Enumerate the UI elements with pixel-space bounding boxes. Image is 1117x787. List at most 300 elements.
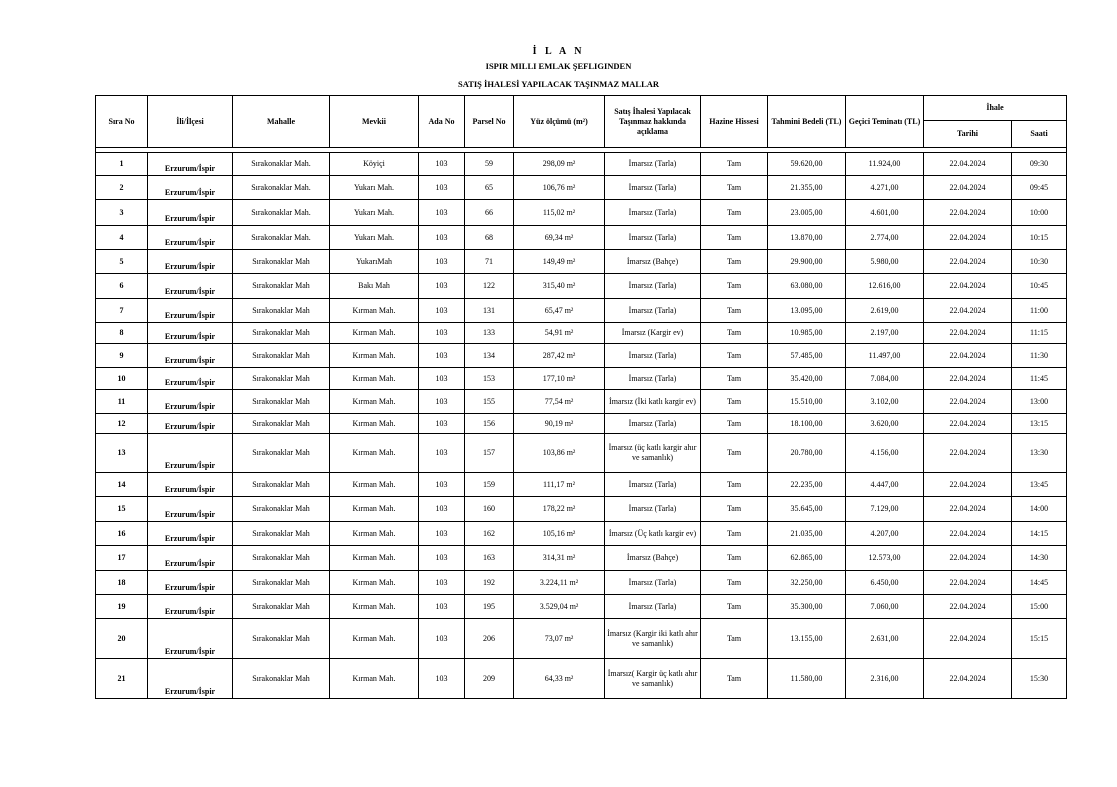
tahmini-cell: 20.780,00 <box>768 434 846 473</box>
table-row <box>96 153 1067 176</box>
sira-cell: 9 <box>96 344 148 368</box>
hazine-cell: Tam <box>701 473 768 497</box>
sira-cell: 20 <box>96 619 148 659</box>
gecici-cell: 5.980,00 <box>846 250 924 274</box>
table-row <box>96 659 1067 699</box>
mevkii-cell: Yukarı Mah. <box>330 200 419 226</box>
tahmini-cell: 62.865,00 <box>768 546 846 571</box>
il-cell: Erzurum/İspir <box>148 344 233 368</box>
gecici-cell: 12.573,00 <box>846 546 924 571</box>
mahalle-cell: Sırakonaklar Mah <box>233 571 330 595</box>
aciklama-cell: İmarsız (Tarla) <box>605 414 701 434</box>
aciklama-cell: İmarsız (Üç katlı kargir ev) <box>605 522 701 546</box>
parsel-cell: 192 <box>465 571 514 595</box>
tarih-cell: 22.04.2024 <box>924 368 1012 390</box>
table-row <box>96 546 1067 571</box>
sira-cell: 14 <box>96 473 148 497</box>
property-table <box>95 95 1067 699</box>
parsel-cell: 134 <box>465 344 514 368</box>
parsel-cell: 156 <box>465 414 514 434</box>
mevkii-cell: Kırman Mah. <box>330 571 419 595</box>
mahalle-cell: Sırakonaklar Mah <box>233 250 330 274</box>
mevkii-cell: Yukarı Mah. <box>330 176 419 200</box>
hazine-cell: Tam <box>701 390 768 414</box>
aciklama-cell: İmarsız (Tarla) <box>605 176 701 200</box>
il-cell: Erzurum/İspir <box>148 522 233 546</box>
aciklama-cell: İmarsız (Tarla) <box>605 274 701 299</box>
tarih-cell: 22.04.2024 <box>924 250 1012 274</box>
saat-cell: 09:45 <box>1012 176 1067 200</box>
saat-cell: 11:00 <box>1012 299 1067 323</box>
mahalle-cell: Sırakonaklar Mah <box>233 414 330 434</box>
yuzolcumu-cell: 103,86 m² <box>514 434 605 473</box>
parsel-cell: 65 <box>465 176 514 200</box>
header-saati: Saati <box>1012 121 1067 148</box>
sira-cell: 8 <box>96 323 148 344</box>
il-cell: Erzurum/İspir <box>148 274 233 299</box>
hazine-cell: Tam <box>701 176 768 200</box>
header-ada: Ada No <box>419 96 465 148</box>
hazine-cell: Tam <box>701 434 768 473</box>
header-il: İli/İlçesi <box>148 96 233 148</box>
aciklama-cell: İmarsız (Tarla) <box>605 571 701 595</box>
ada-cell: 103 <box>419 226 465 250</box>
ada-cell: 103 <box>419 200 465 226</box>
sira-cell: 10 <box>96 368 148 390</box>
hazine-cell: Tam <box>701 571 768 595</box>
sira-cell: 3 <box>96 200 148 226</box>
hazine-cell: Tam <box>701 200 768 226</box>
parsel-cell: 163 <box>465 546 514 571</box>
mahalle-cell: Sırakonaklar Mah <box>233 595 330 619</box>
yuzolcumu-cell: 115,02 m² <box>514 200 605 226</box>
header-hazine: Hazine Hissesi <box>701 96 768 148</box>
saat-cell: 14:45 <box>1012 571 1067 595</box>
hazine-cell: Tam <box>701 522 768 546</box>
mahalle-cell: Sırakonaklar Mah <box>233 473 330 497</box>
tarih-cell: 22.04.2024 <box>924 571 1012 595</box>
il-cell: Erzurum/İspir <box>148 226 233 250</box>
il-cell: Erzurum/İspir <box>148 434 233 473</box>
ada-cell: 103 <box>419 323 465 344</box>
il-cell: Erzurum/İspir <box>148 546 233 571</box>
gecici-cell: 4.447,00 <box>846 473 924 497</box>
saat-cell: 14:15 <box>1012 522 1067 546</box>
office-title: ISPIR MILLI EMLAK ŞEFLIGINDEN <box>485 61 632 71</box>
parsel-cell: 209 <box>465 659 514 699</box>
parsel-cell: 206 <box>465 619 514 659</box>
tarih-cell: 22.04.2024 <box>924 226 1012 250</box>
il-cell: Erzurum/İspir <box>148 497 233 522</box>
sira-cell: 7 <box>96 299 148 323</box>
tarih-cell: 22.04.2024 <box>924 323 1012 344</box>
gecici-cell: 4.156,00 <box>846 434 924 473</box>
gecici-cell: 7.060,00 <box>846 595 924 619</box>
hazine-cell: Tam <box>701 344 768 368</box>
ada-cell: 103 <box>419 497 465 522</box>
yuzolcumu-cell: 106,76 m² <box>514 176 605 200</box>
mevkii-cell: Kırman Mah. <box>330 390 419 414</box>
tarih-cell: 22.04.2024 <box>924 344 1012 368</box>
parsel-cell: 66 <box>465 200 514 226</box>
saat-cell: 10:00 <box>1012 200 1067 226</box>
header-gecici: Geçici Teminatı (TL) <box>846 96 924 148</box>
ada-cell: 103 <box>419 176 465 200</box>
saat-cell: 15:30 <box>1012 659 1067 699</box>
hazine-cell: Tam <box>701 299 768 323</box>
table-row <box>96 619 1067 659</box>
hazine-cell: Tam <box>701 659 768 699</box>
mevkii-cell: Kırman Mah. <box>330 595 419 619</box>
table-row <box>96 414 1067 434</box>
tahmini-cell: 63.080,00 <box>768 274 846 299</box>
mahalle-cell: Sırakonaklar Mah <box>233 497 330 522</box>
mahalle-cell: Sırakonaklar Mah. <box>233 153 330 176</box>
tarih-cell: 22.04.2024 <box>924 434 1012 473</box>
yuzolcumu-cell: 90,19 m² <box>514 414 605 434</box>
il-cell: Erzurum/İspir <box>148 200 233 226</box>
yuzolcumu-cell: 64,33 m² <box>514 659 605 699</box>
gecici-cell: 2.631,00 <box>846 619 924 659</box>
aciklama-cell: İmarsız (Tarla) <box>605 200 701 226</box>
ada-cell: 103 <box>419 250 465 274</box>
tarih-cell: 22.04.2024 <box>924 414 1012 434</box>
ada-cell: 103 <box>419 571 465 595</box>
sira-cell: 6 <box>96 274 148 299</box>
yuzolcumu-cell: 77,54 m² <box>514 390 605 414</box>
aciklama-cell: İmarsız (Tarla) <box>605 497 701 522</box>
hazine-cell: Tam <box>701 250 768 274</box>
saat-cell: 15:00 <box>1012 595 1067 619</box>
gecici-cell: 11.497,00 <box>846 344 924 368</box>
tahmini-cell: 21.355,00 <box>768 176 846 200</box>
hazine-cell: Tam <box>701 226 768 250</box>
parsel-cell: 122 <box>465 274 514 299</box>
ada-cell: 103 <box>419 299 465 323</box>
header-aciklama: Satış İhalesi Yapılacak Taşınmaz hakkında açıklama <box>605 96 701 148</box>
table-row <box>96 434 1067 473</box>
saat-cell: 13:30 <box>1012 434 1067 473</box>
tahmini-cell: 22.235,00 <box>768 473 846 497</box>
il-cell: Erzurum/İspir <box>148 473 233 497</box>
ada-cell: 103 <box>419 390 465 414</box>
saat-cell: 11:15 <box>1012 323 1067 344</box>
hazine-cell: Tam <box>701 595 768 619</box>
mevkii-cell: Kırman Mah. <box>330 546 419 571</box>
ada-cell: 103 <box>419 659 465 699</box>
table-row <box>96 250 1067 274</box>
mahalle-cell: Sırakonaklar Mah <box>233 659 330 699</box>
il-cell: Erzurum/İspir <box>148 571 233 595</box>
il-cell: Erzurum/İspir <box>148 153 233 176</box>
mevkii-cell: Kırman Mah. <box>330 497 419 522</box>
mevkii-cell: Kırman Mah. <box>330 659 419 699</box>
yuzolcumu-cell: 69,34 m² <box>514 226 605 250</box>
gecici-cell: 2.316,00 <box>846 659 924 699</box>
mahalle-cell: Sırakonaklar Mah <box>233 299 330 323</box>
parsel-cell: 131 <box>465 299 514 323</box>
saat-cell: 11:30 <box>1012 344 1067 368</box>
table-row <box>96 595 1067 619</box>
sira-cell: 2 <box>96 176 148 200</box>
hazine-cell: Tam <box>701 153 768 176</box>
sira-cell: 1 <box>96 153 148 176</box>
gecici-cell: 4.601,00 <box>846 200 924 226</box>
hazine-cell: Tam <box>701 619 768 659</box>
ada-cell: 103 <box>419 546 465 571</box>
tahmini-cell: 59.620,00 <box>768 153 846 176</box>
yuzolcumu-cell: 111,17 m² <box>514 473 605 497</box>
sira-cell: 15 <box>96 497 148 522</box>
sira-cell: 16 <box>96 522 148 546</box>
yuzolcumu-cell: 3.529,04 m² <box>514 595 605 619</box>
tahmini-cell: 57.485,00 <box>768 344 846 368</box>
mevkii-cell: Yukarı Mah. <box>330 226 419 250</box>
gecici-cell: 3.620,00 <box>846 414 924 434</box>
parsel-cell: 153 <box>465 368 514 390</box>
aciklama-cell: İmarsız (Tarla) <box>605 368 701 390</box>
il-cell: Erzurum/İspir <box>148 323 233 344</box>
gecici-cell: 3.102,00 <box>846 390 924 414</box>
tarih-cell: 22.04.2024 <box>924 390 1012 414</box>
aciklama-cell: İmarsız (Kargir ev) <box>605 323 701 344</box>
saat-cell: 11:45 <box>1012 368 1067 390</box>
il-cell: Erzurum/İspir <box>148 619 233 659</box>
table-row <box>96 473 1067 497</box>
mahalle-cell: Sırakonaklar Mah <box>233 546 330 571</box>
table-row <box>96 176 1067 200</box>
parsel-cell: 155 <box>465 390 514 414</box>
yuzolcumu-cell: 149,49 m² <box>514 250 605 274</box>
aciklama-cell: İmarsız (Kargir iki katlı ahır ve samanlık) <box>605 619 701 659</box>
yuzolcumu-cell: 298,09 m² <box>514 153 605 176</box>
mevkii-cell: Kırman Mah. <box>330 619 419 659</box>
il-cell: Erzurum/İspir <box>148 299 233 323</box>
tahmini-cell: 35.420,00 <box>768 368 846 390</box>
sira-cell: 13 <box>96 434 148 473</box>
saat-cell: 14:30 <box>1012 546 1067 571</box>
saat-cell: 14:00 <box>1012 497 1067 522</box>
ada-cell: 103 <box>419 434 465 473</box>
aciklama-cell: İmarsız (Tarla) <box>605 299 701 323</box>
gecici-cell: 4.207,00 <box>846 522 924 546</box>
sira-cell: 17 <box>96 546 148 571</box>
saat-cell: 10:30 <box>1012 250 1067 274</box>
mevkii-cell: Bakı Mah <box>330 274 419 299</box>
aciklama-cell: İmarsız (Tarla) <box>605 153 701 176</box>
yuzolcumu-cell: 105,16 m² <box>514 522 605 546</box>
mevkii-cell: Kırman Mah. <box>330 434 419 473</box>
parsel-cell: 159 <box>465 473 514 497</box>
il-cell: Erzurum/İspir <box>148 595 233 619</box>
parsel-cell: 59 <box>465 153 514 176</box>
table-row <box>96 200 1067 226</box>
mevkii-cell: Kırman Mah. <box>330 299 419 323</box>
ada-cell: 103 <box>419 414 465 434</box>
hazine-cell: Tam <box>701 414 768 434</box>
saat-cell: 10:45 <box>1012 274 1067 299</box>
mevkii-cell: Kırman Mah. <box>330 414 419 434</box>
tahmini-cell: 15.510,00 <box>768 390 846 414</box>
ada-cell: 103 <box>419 595 465 619</box>
saat-cell: 09:30 <box>1012 153 1067 176</box>
il-cell: Erzurum/İspir <box>148 368 233 390</box>
sira-cell: 19 <box>96 595 148 619</box>
aciklama-cell: İmarsız (Bahçe) <box>605 250 701 274</box>
mahalle-cell: Sırakonaklar Mah <box>233 274 330 299</box>
header-parsel: Parsel No <box>465 96 514 148</box>
header-sira: Sıra No <box>96 96 148 148</box>
parsel-cell: 195 <box>465 595 514 619</box>
il-cell: Erzurum/İspir <box>148 659 233 699</box>
hazine-cell: Tam <box>701 497 768 522</box>
aciklama-cell: İmarsız (İki katlı kargir ev) <box>605 390 701 414</box>
mevkii-cell: Köyiçi <box>330 153 419 176</box>
table-row <box>96 344 1067 368</box>
sira-cell: 12 <box>96 414 148 434</box>
tarih-cell: 22.04.2024 <box>924 473 1012 497</box>
header-ihale: İhale <box>924 96 1067 121</box>
tahmini-cell: 10.985,00 <box>768 323 846 344</box>
header-tahmini: Tahmini Bedeli (TL) <box>768 96 846 148</box>
tahmini-cell: 13.155,00 <box>768 619 846 659</box>
tarih-cell: 22.04.2024 <box>924 659 1012 699</box>
mevkii-cell: YukarıMah <box>330 250 419 274</box>
saat-cell: 15:15 <box>1012 619 1067 659</box>
gecici-cell: 2.197,00 <box>846 323 924 344</box>
aciklama-cell: İmarsız (Tarla) <box>605 344 701 368</box>
tahmini-cell: 35.645,00 <box>768 497 846 522</box>
sira-cell: 21 <box>96 659 148 699</box>
table-title: SATIŞ İHALESİ YAPILACAK TAŞINMAZ MALLAR <box>457 79 660 89</box>
sira-cell: 4 <box>96 226 148 250</box>
sira-cell: 11 <box>96 390 148 414</box>
ada-cell: 103 <box>419 368 465 390</box>
mevkii-cell: Kırman Mah. <box>330 344 419 368</box>
parsel-cell: 71 <box>465 250 514 274</box>
tarih-cell: 22.04.2024 <box>924 176 1012 200</box>
yuzolcumu-cell: 178,22 m² <box>514 497 605 522</box>
gecici-cell: 7.129,00 <box>846 497 924 522</box>
mahalle-cell: Sırakonaklar Mah. <box>233 226 330 250</box>
mahalle-cell: Sırakonaklar Mah <box>233 390 330 414</box>
yuzolcumu-cell: 315,40 m² <box>514 274 605 299</box>
ada-cell: 103 <box>419 473 465 497</box>
saat-cell: 10:15 <box>1012 226 1067 250</box>
il-cell: Erzurum/İspir <box>148 390 233 414</box>
aciklama-cell: İmarsız (üç katlı kargir ahır ve samanlık) <box>605 434 701 473</box>
il-cell: Erzurum/İspir <box>148 176 233 200</box>
ada-cell: 103 <box>419 274 465 299</box>
hazine-cell: Tam <box>701 274 768 299</box>
yuzolcumu-cell: 3.224,11 m² <box>514 571 605 595</box>
tahmini-cell: 21.035,00 <box>768 522 846 546</box>
tarih-cell: 22.04.2024 <box>924 546 1012 571</box>
gecici-cell: 4.271,00 <box>846 176 924 200</box>
table-row <box>96 368 1067 390</box>
mahalle-cell: Sırakonaklar Mah. <box>233 176 330 200</box>
parsel-cell: 157 <box>465 434 514 473</box>
tahmini-cell: 18.100,00 <box>768 414 846 434</box>
table-row <box>96 274 1067 299</box>
mahalle-cell: Sırakonaklar Mah. <box>233 200 330 226</box>
aciklama-cell: İmarsız( Kargir üç katlı ahır ve samanlık) <box>605 659 701 699</box>
yuzolcumu-cell: 54,91 m² <box>514 323 605 344</box>
mahalle-cell: Sırakonaklar Mah <box>233 434 330 473</box>
header-mevkii: Mevkii <box>330 96 419 148</box>
table-row <box>96 390 1067 414</box>
tarih-cell: 22.04.2024 <box>924 299 1012 323</box>
hazine-cell: Tam <box>701 323 768 344</box>
tahmini-cell: 23.005,00 <box>768 200 846 226</box>
yuzolcumu-cell: 65,47 m² <box>514 299 605 323</box>
table-row <box>96 522 1067 546</box>
ada-cell: 103 <box>419 619 465 659</box>
tarih-cell: 22.04.2024 <box>924 522 1012 546</box>
tahmini-cell: 29.900,00 <box>768 250 846 274</box>
gecici-cell: 2.774,00 <box>846 226 924 250</box>
mevkii-cell: Kırman Mah. <box>330 473 419 497</box>
tarih-cell: 22.04.2024 <box>924 497 1012 522</box>
tahmini-cell: 35.300,00 <box>768 595 846 619</box>
sira-cell: 18 <box>96 571 148 595</box>
aciklama-cell: İmarsız (Tarla) <box>605 226 701 250</box>
header-mahalle: Mahalle <box>233 96 330 148</box>
announcement-title: İ L A N <box>532 46 585 57</box>
tarih-cell: 22.04.2024 <box>924 274 1012 299</box>
gecici-cell: 12.616,00 <box>846 274 924 299</box>
gecici-cell: 11.924,00 <box>846 153 924 176</box>
yuzolcumu-cell: 314,31 m² <box>514 546 605 571</box>
table-row <box>96 571 1067 595</box>
tarih-cell: 22.04.2024 <box>924 619 1012 659</box>
header-tarihi: Tarihi <box>924 121 1012 148</box>
tahmini-cell: 32.250,00 <box>768 571 846 595</box>
parsel-cell: 162 <box>465 522 514 546</box>
parsel-cell: 160 <box>465 497 514 522</box>
mahalle-cell: Sırakonaklar Mah <box>233 522 330 546</box>
ada-cell: 103 <box>419 522 465 546</box>
tahmini-cell: 13.095,00 <box>768 299 846 323</box>
gecici-cell: 6.450,00 <box>846 571 924 595</box>
yuzolcumu-cell: 287,42 m² <box>514 344 605 368</box>
yuzolcumu-cell: 73,07 m² <box>514 619 605 659</box>
mevkii-cell: Kırman Mah. <box>330 323 419 344</box>
aciklama-cell: İmarsız (Tarla) <box>605 595 701 619</box>
parsel-cell: 133 <box>465 323 514 344</box>
table-row <box>96 299 1067 323</box>
mevkii-cell: Kırman Mah. <box>330 522 419 546</box>
saat-cell: 13:00 <box>1012 390 1067 414</box>
tahmini-cell: 11.580,00 <box>768 659 846 699</box>
parsel-cell: 68 <box>465 226 514 250</box>
saat-cell: 13:45 <box>1012 473 1067 497</box>
table-row <box>96 226 1067 250</box>
mahalle-cell: Sırakonaklar Mah <box>233 323 330 344</box>
hazine-cell: Tam <box>701 368 768 390</box>
aciklama-cell: İmarsız (Bahçe) <box>605 546 701 571</box>
mahalle-cell: Sırakonaklar Mah <box>233 344 330 368</box>
ada-cell: 103 <box>419 153 465 176</box>
il-cell: Erzurum/İspir <box>148 250 233 274</box>
yuzolcumu-cell: 177,10 m² <box>514 368 605 390</box>
table-body <box>96 153 1067 699</box>
aciklama-cell: İmarsız (Tarla) <box>605 473 701 497</box>
mahalle-cell: Sırakonaklar Mah <box>233 619 330 659</box>
ada-cell: 103 <box>419 344 465 368</box>
mevkii-cell: Kırman Mah. <box>330 368 419 390</box>
gecici-cell: 7.084,00 <box>846 368 924 390</box>
